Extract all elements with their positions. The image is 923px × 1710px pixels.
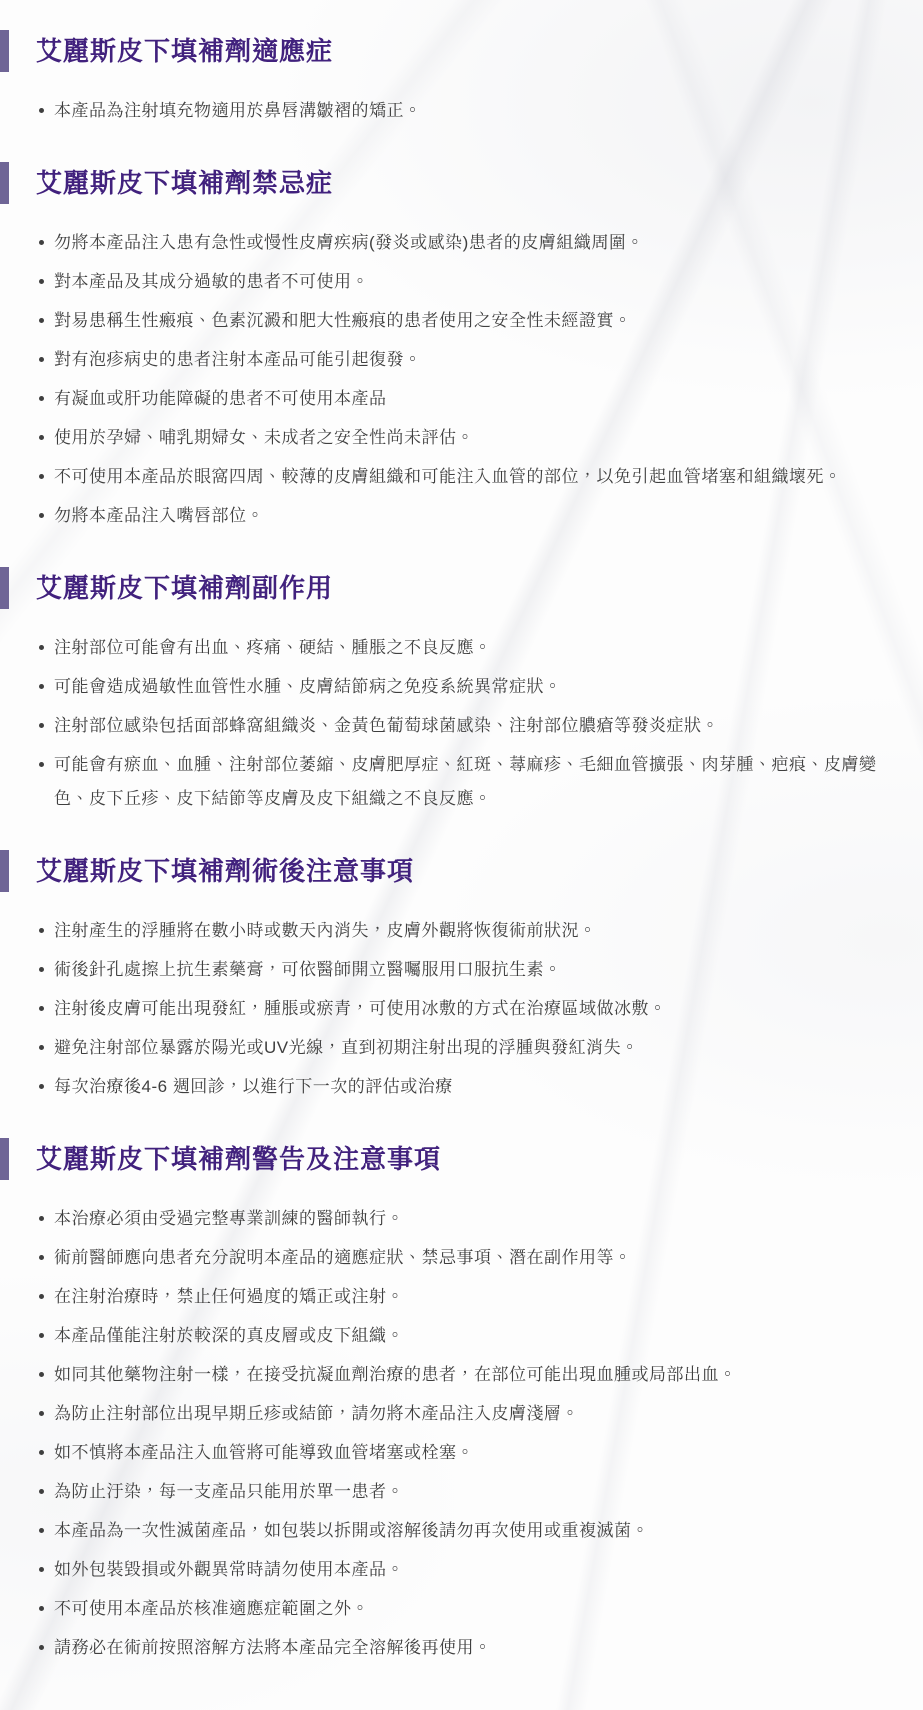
- section-heading: [0, 567, 883, 609]
- bullet-item: 術前醫師應向患者充分說明本產品的適應症狀、禁忌事項、潛在副作用等。: [38, 1241, 880, 1275]
- bullet-item: 使用於孕婦、哺乳期婦女、未成者之安全性尚未評估。: [38, 421, 880, 455]
- bullet-item: 為防止注射部位出現早期丘疹或結節，請勿將木產品注入皮膚淺層。: [38, 1397, 880, 1431]
- section-title: 艾麗斯皮下填補劑適應症: [36, 36, 334, 66]
- section-heading: [0, 162, 883, 204]
- heading-accent-bar: [0, 162, 9, 204]
- bullet-item: 不可使用本產品於眼窩四周、較薄的皮膚組織和可能注入血管的部位，以免引起血管堵塞和組織壞死。: [38, 460, 880, 494]
- heading-accent-bar: [0, 567, 9, 609]
- bullet-item: 本產品為注射填充物適用於鼻唇溝皺褶的矯正。: [38, 94, 880, 128]
- bullet-item: 避免注射部位暴露於陽光或UV光線，直到初期注射出現的浮腫與發紅消失。: [38, 1031, 880, 1065]
- bullet-item: 本產品僅能注射於較深的真皮層或皮下組織。: [38, 1319, 880, 1353]
- section-title: 艾麗斯皮下填補劑副作用: [36, 573, 334, 603]
- bullet-list: [0, 1202, 880, 1665]
- bullet-item: 可能會有瘀血、血腫、注射部位萎縮、皮膚肥厚症、紅斑、蕁麻疹、毛細血管擴張、肉芽腫、疤痕、皮膚變色、皮下丘疹、皮下結節等皮膚及皮下組織之不良反應。: [38, 748, 880, 816]
- bullet-item: 每次治療後4-6 週回診，以進行下一次的評估或治療: [38, 1070, 880, 1104]
- section-title: 艾麗斯皮下填補劑禁忌症: [36, 168, 334, 198]
- bullet-item: 勿將本產品注入嘴唇部位。: [38, 499, 880, 533]
- bullet-item: 注射後皮膚可能出現發紅，腫脹或瘀青，可使用冰敷的方式在治療區域做冰敷。: [38, 992, 880, 1026]
- bullet-item: 對本產品及其成分過敏的患者不可使用。: [38, 265, 880, 299]
- bullet-item: 注射部位感染包括面部蜂窩組織炎、金黃色葡萄球菌感染、注射部位膿瘡等發炎症狀。: [38, 709, 880, 743]
- bullet-item: 勿將本產品注入患有急性或慢性皮膚疾病(發炎或感染)患者的皮膚組織周圍。: [38, 226, 880, 260]
- bullet-item: 不可使用本產品於核准適應症範圍之外。: [38, 1592, 880, 1626]
- bullet-list: [0, 631, 880, 816]
- bullet-item: 注射產生的浮腫將在數小時或數天內消失，皮膚外觀將恢復術前狀況。: [38, 914, 880, 948]
- bullet-item: 為防止汙染，每一支產品只能用於單一患者。: [38, 1475, 880, 1509]
- section-post-procedure-care: [0, 850, 883, 1104]
- heading-accent-bar: [0, 30, 9, 72]
- bullet-item: 注射部位可能會有出血、疼痛、硬結、腫脹之不良反應。: [38, 631, 880, 665]
- section-warnings-precautions: [0, 1138, 883, 1665]
- product-info-page: [0, 30, 883, 1665]
- section-heading: [0, 850, 883, 892]
- bullet-item: 如不慎將本產品注入血管將可能導致血管堵塞或栓塞。: [38, 1436, 880, 1470]
- section-heading: [0, 1138, 883, 1180]
- bullet-item: 本產品為一次性滅菌產品，如包裝以拆開或溶解後請勿再次使用或重複滅菌。: [38, 1514, 880, 1548]
- bullet-list: [0, 914, 880, 1104]
- heading-accent-bar: [0, 850, 9, 892]
- section-heading: [0, 30, 883, 72]
- section-indications: [0, 30, 883, 128]
- bullet-item: 在注射治療時，禁止任何過度的矯正或注射。: [38, 1280, 880, 1314]
- bullet-list: [0, 94, 880, 128]
- bullet-item: 請務必在術前按照溶解方法將本產品完全溶解後再使用。: [38, 1631, 880, 1665]
- section-side-effects: [0, 567, 883, 816]
- bullet-item: 術後針孔處擦上抗生素藥膏，可依醫師開立醫囑服用口服抗生素。: [38, 953, 880, 987]
- section-title: 艾麗斯皮下填補劑術後注意事項: [36, 856, 415, 886]
- bullet-list: [0, 226, 880, 533]
- section-title: 艾麗斯皮下填補劑警告及注意事項: [36, 1144, 442, 1174]
- bullet-item: 如同其他藥物注射一樣，在接受抗凝血劑治療的患者，在部位可能出現血腫或局部出血。: [38, 1358, 880, 1392]
- bullet-item: 如外包裝毀損或外觀異常時請勿使用本產品。: [38, 1553, 880, 1587]
- bullet-item: 有凝血或肝功能障礙的患者不可使用本產品: [38, 382, 880, 416]
- section-contraindications: [0, 162, 883, 533]
- bullet-item: 可能會造成過敏性血管性水腫、皮膚結節病之免疫系統異常症狀。: [38, 670, 880, 704]
- bullet-item: 本治療必須由受過完整專業訓練的醫師執行。: [38, 1202, 880, 1236]
- bullet-item: 對有泡疹病史的患者注射本產品可能引起復發。: [38, 343, 880, 377]
- bullet-item: 對易患稱生性瘢痕、色素沉澱和肥大性瘢痕的患者使用之安全性未經證實。: [38, 304, 880, 338]
- heading-accent-bar: [0, 1138, 9, 1180]
